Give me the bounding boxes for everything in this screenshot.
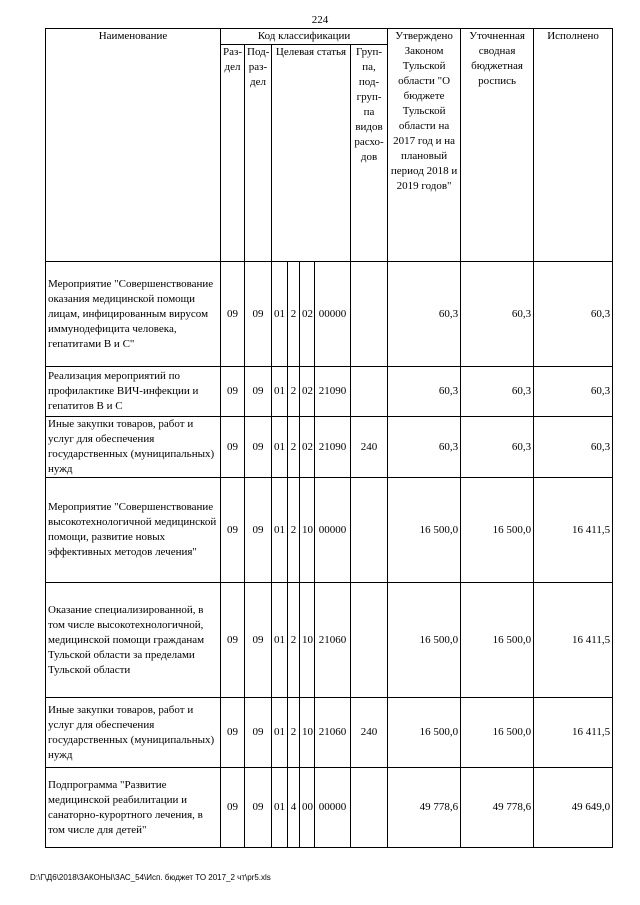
- table-row: [46, 768, 613, 848]
- table-row: [46, 698, 613, 768]
- row-section: 09: [221, 262, 245, 367]
- row-target-article-direction: 00000: [315, 478, 351, 583]
- row-approved: 60,3: [388, 367, 461, 417]
- row-approved: 49 778,6: [388, 768, 461, 848]
- row-refined: 16 500,0: [461, 583, 534, 698]
- row-target-article-subprogram: 2: [288, 262, 300, 367]
- row-target-article-subprogram: 4: [288, 768, 300, 848]
- row-target-article-event: 10: [300, 583, 315, 698]
- row-executed: 16 411,5: [534, 478, 613, 583]
- row-refined: 60,3: [461, 417, 534, 478]
- row-expense-group: 240: [351, 698, 388, 768]
- row-target-article-program: 01: [272, 367, 288, 417]
- row-approved: 60,3: [388, 417, 461, 478]
- row-subsection: 09: [245, 262, 272, 367]
- row-expense-group: [351, 768, 388, 848]
- row-name: Иные закупки товаров, работ и услуг для обеспечения государственных (муниципальных) нужд: [46, 698, 221, 768]
- row-subsection: 09: [245, 478, 272, 583]
- header-expense-group: Груп- па, под- груп- па видов расхо- дов: [351, 45, 388, 262]
- row-target-article-program: 01: [272, 417, 288, 478]
- row-section: 09: [221, 478, 245, 583]
- table-row: [46, 367, 613, 417]
- row-refined: 60,3: [461, 367, 534, 417]
- row-target-article-program: 01: [272, 583, 288, 698]
- row-executed: 49 649,0: [534, 768, 613, 848]
- row-name: Мероприятие "Совершенствование оказания медицинской помощи лицам, инфицированным вирусом иммунодефицита человека, гепатитами В и С": [46, 262, 221, 367]
- row-target-article-direction: 00000: [315, 768, 351, 848]
- row-approved: 16 500,0: [388, 478, 461, 583]
- row-expense-group: [351, 583, 388, 698]
- row-approved: 16 500,0: [388, 583, 461, 698]
- table-row: [46, 478, 613, 583]
- page-number: 224: [311, 14, 329, 26]
- row-name: Оказание специализированной, в том числе высокотехнологичной, медицинской помощи гражданам Тульской области за пределами Тульской области: [46, 583, 221, 698]
- row-name: Иные закупки товаров, работ и услуг для обеспечения государственных (муниципальных) нужд: [46, 417, 221, 478]
- row-subsection: 09: [245, 417, 272, 478]
- row-target-article-subprogram: 2: [288, 417, 300, 478]
- row-approved: 16 500,0: [388, 698, 461, 768]
- header-name: Наименование: [46, 29, 221, 262]
- row-refined: 60,3: [461, 262, 534, 367]
- row-subsection: 09: [245, 583, 272, 698]
- row-expense-group: [351, 262, 388, 367]
- row-name: Подпрограмма "Развитие медицинской реабилитации и санаторно-курортного лечения, в том числе для детей": [46, 768, 221, 848]
- row-executed: 16 411,5: [534, 583, 613, 698]
- row-target-article-program: 01: [272, 698, 288, 768]
- row-section: 09: [221, 698, 245, 768]
- row-target-article-direction: 21090: [315, 417, 351, 478]
- budget-table: [45, 28, 613, 848]
- row-target-article-event: 00: [300, 768, 315, 848]
- row-target-article-event: 02: [300, 367, 315, 417]
- table-row: [46, 583, 613, 698]
- row-target-article-subprogram: 2: [288, 583, 300, 698]
- header-classification: Код классификации: [221, 29, 388, 45]
- row-executed: 60,3: [534, 417, 613, 478]
- row-approved: 60,3: [388, 262, 461, 367]
- header-section: Раз- дел: [221, 45, 245, 262]
- row-refined: 16 500,0: [461, 698, 534, 768]
- file-path-footer: D:\Г\Д6\2018\ЗАКОНЫ\ЗАС_54\Исп. бюджет ТО 2017_2 чт\pr5.xls: [30, 873, 271, 882]
- row-subsection: 09: [245, 367, 272, 417]
- row-target-article-program: 01: [272, 262, 288, 367]
- header-approved: Утверждено Законом Тульской области "О бюджете Тульской области на 2017 год и на плановый период 2018 и 2019 годов": [388, 29, 461, 262]
- row-subsection: 09: [245, 768, 272, 848]
- row-target-article-event: 02: [300, 417, 315, 478]
- row-expense-group: [351, 367, 388, 417]
- row-target-article-event: 10: [300, 698, 315, 768]
- row-section: 09: [221, 768, 245, 848]
- row-target-article-direction: 21060: [315, 698, 351, 768]
- header-refined: Уточненная сводная бюджетная роспись: [461, 29, 534, 262]
- row-refined: 49 778,6: [461, 768, 534, 848]
- row-target-article-subprogram: 2: [288, 367, 300, 417]
- row-section: 09: [221, 583, 245, 698]
- row-executed: 60,3: [534, 262, 613, 367]
- table-row: [46, 262, 613, 367]
- row-executed: 60,3: [534, 367, 613, 417]
- row-expense-group: [351, 478, 388, 583]
- row-target-article-direction: 00000: [315, 262, 351, 367]
- row-section: 09: [221, 367, 245, 417]
- row-name: Мероприятие "Совершенствование высокотехнологичной медицинской помощи, развитие новых эффективных методов лечения": [46, 478, 221, 583]
- row-target-article-event: 02: [300, 262, 315, 367]
- row-expense-group: 240: [351, 417, 388, 478]
- row-target-article-program: 01: [272, 768, 288, 848]
- row-section: 09: [221, 417, 245, 478]
- row-refined: 16 500,0: [461, 478, 534, 583]
- row-executed: 16 411,5: [534, 698, 613, 768]
- row-target-article-subprogram: 2: [288, 698, 300, 768]
- row-target-article-subprogram: 2: [288, 478, 300, 583]
- row-target-article-event: 10: [300, 478, 315, 583]
- row-target-article-program: 01: [272, 478, 288, 583]
- header-target-article: Целевая статья: [272, 45, 351, 262]
- row-target-article-direction: 21060: [315, 583, 351, 698]
- header-subsection: Под- раз- дел: [245, 45, 272, 262]
- row-subsection: 09: [245, 698, 272, 768]
- header-executed: Исполнено: [534, 29, 613, 262]
- table-row: [46, 417, 613, 478]
- row-target-article-direction: 21090: [315, 367, 351, 417]
- row-name: Реализация мероприятий по профилактике ВИЧ-инфекции и гепатитов В и С: [46, 367, 221, 417]
